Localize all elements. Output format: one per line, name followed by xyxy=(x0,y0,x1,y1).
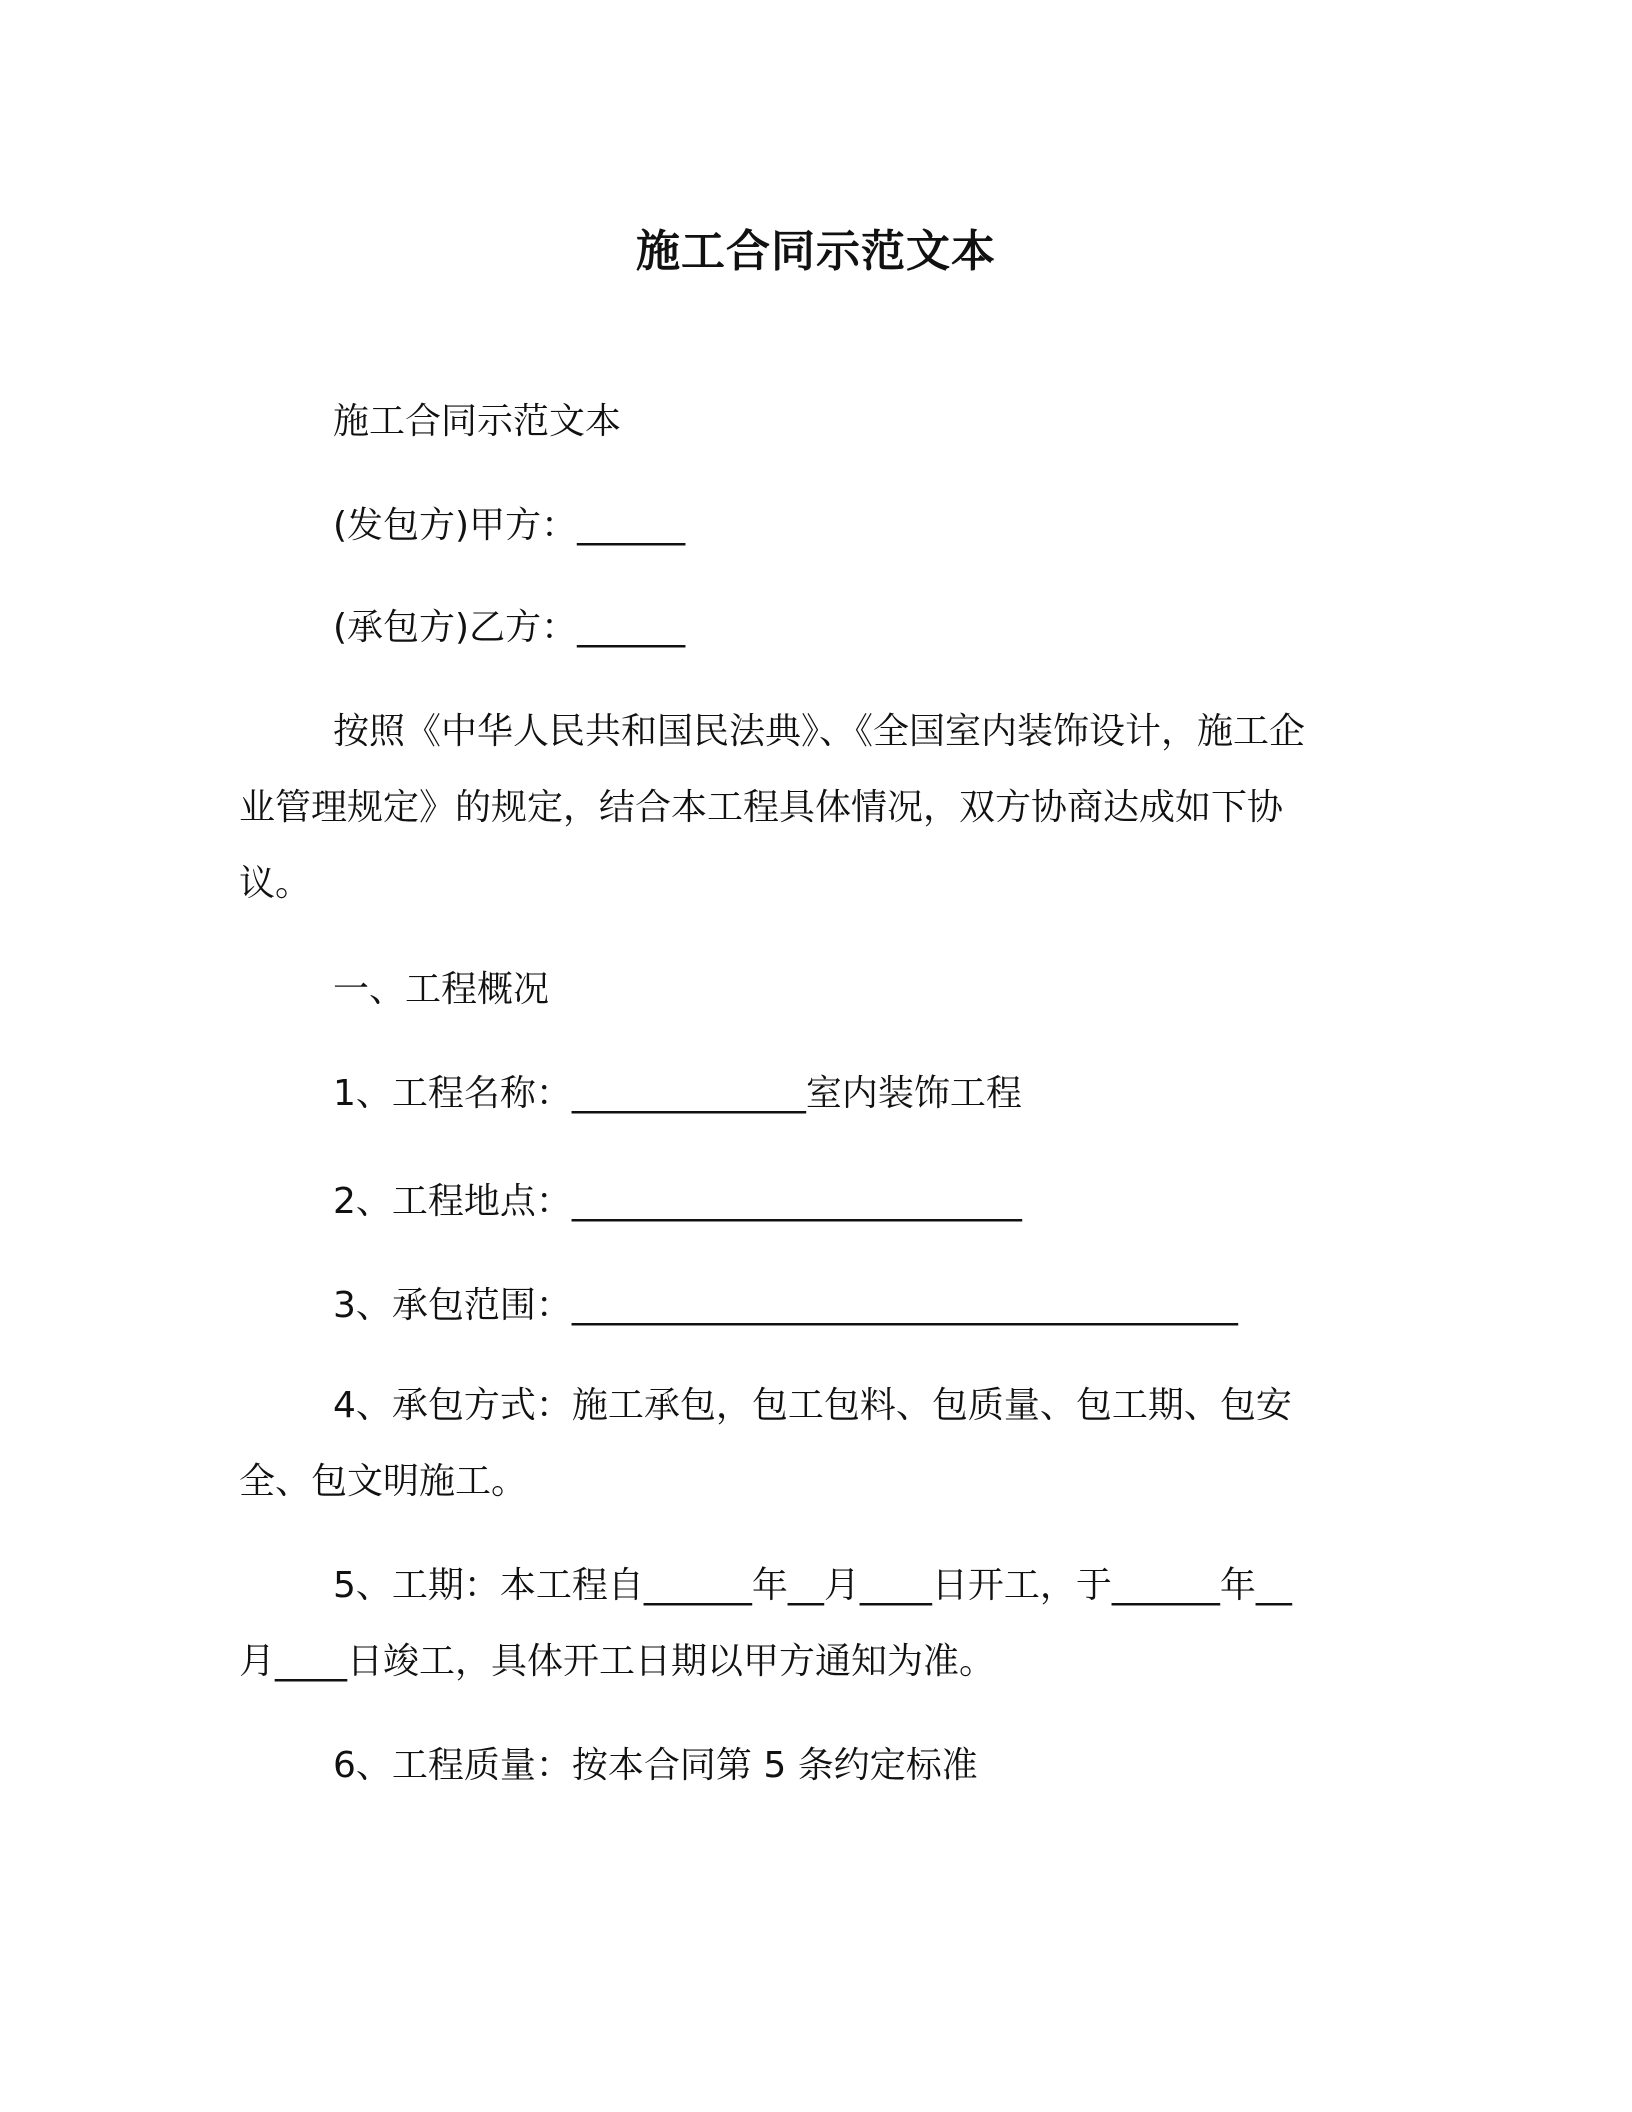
party-b-line: (承包方)乙方：______ xyxy=(333,607,686,648)
clause-contract-scope: 3、承包范围：_____________________________________ xyxy=(333,1285,1238,1326)
preamble-line-3: 议。 xyxy=(239,863,312,904)
preamble-line-2: 业管理规定》的规定，结合本工程具体情况，双方协商达成如下协 xyxy=(239,787,1284,828)
clause-duration-line-1: 5、工期：本工程自______年__月____日开工，于______年__ xyxy=(333,1565,1292,1606)
clause-project-location: 2、工程地点：_________________________ xyxy=(333,1181,1022,1222)
clause-contract-method-line-2: 全、包文明施工。 xyxy=(239,1461,528,1502)
clause-project-quality: 6、工程质量：按本合同第 5 条约定标准 xyxy=(333,1745,978,1786)
preamble-line-1: 按照《中华人民共和国民法典》、《全国室内装饰设计，施工企 xyxy=(333,711,1306,752)
section-heading-project-overview: 一、工程概况 xyxy=(333,969,550,1010)
clause-contract-method-line-1: 4、承包方式：施工承包，包工包料、包质量、包工期、包安 xyxy=(333,1385,1292,1426)
clause-project-name: 1、工程名称：_____________室内装饰工程 xyxy=(333,1073,1022,1114)
clause-duration-line-2: 月____日竣工，具体开工日期以甲方通知为准。 xyxy=(239,1641,996,1682)
party-a-line: (发包方)甲方：______ xyxy=(333,505,686,546)
document-title: 施工合同示范文本 xyxy=(636,226,996,277)
document-subtitle: 施工合同示范文本 xyxy=(333,401,622,442)
